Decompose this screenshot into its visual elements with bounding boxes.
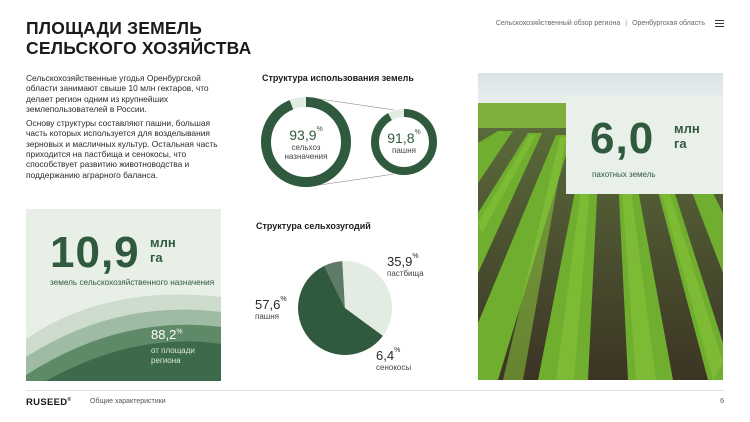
intro-paragraph-2: Основу структуры составляют пашни, большая часть которых используется для возделывания зерновых и масличных культур. Остальная часть приходится на пастбища и сенокосы, что способствует развитию животноводства и поддержанию аграрного баланса.	[26, 118, 218, 180]
land-area-unit-line2: га	[150, 250, 163, 265]
page-title-line2: СЕЛЬСКОГО ХОЗЯЙСТВА	[26, 38, 252, 58]
land-area-description: земель сельскохозяйственного назначения	[50, 278, 215, 287]
logo-mark: ®	[67, 397, 72, 403]
hamburger-menu-icon[interactable]	[715, 20, 724, 27]
land-share-description: от площади региона	[151, 346, 195, 365]
pie-label-hayfields: 6,4% сенокосы	[376, 347, 412, 372]
breadcrumb	[496, 20, 724, 27]
intro-text	[26, 73, 231, 184]
arable-land-number: 6,0	[590, 114, 655, 163]
donut1-percent: 93,9%	[289, 126, 323, 143]
arable-land-unit-line2: га	[674, 136, 687, 151]
breadcrumb-region[interactable]: Оренбургская область	[632, 20, 705, 27]
arable-land-unit	[674, 121, 700, 151]
land-area-unit-line1: млн	[150, 235, 176, 250]
footer-divider	[26, 390, 724, 391]
donut1-caption-line1: сельхоз	[291, 143, 321, 152]
land-area-card	[26, 209, 221, 381]
footer-section-name: Общие характеристики	[90, 398, 166, 405]
breadcrumb-separator: |	[625, 20, 628, 27]
donut1-label	[276, 127, 336, 161]
page-title	[26, 18, 251, 58]
farmland-pie	[295, 258, 395, 358]
land-share-sign: %	[176, 328, 183, 336]
land-use-title: Структура использования земель	[262, 73, 414, 83]
pie-label-arable: 57,6% пашня	[255, 296, 287, 321]
logo-text: RUSEED	[26, 397, 68, 409]
breadcrumb-section[interactable]: Сельскохозяйственный обзор региона	[495, 20, 621, 27]
ruseed-logo[interactable]	[26, 397, 71, 408]
page-number: 6	[720, 398, 724, 405]
donut1-caption-line2: назначения	[284, 152, 328, 161]
land-area-unit	[150, 235, 190, 265]
pie-label-pastures: 35,9% пастбища	[387, 253, 424, 278]
land-share-value: 88,2	[151, 327, 177, 342]
land-share-percent	[151, 327, 183, 342]
farmland-title: Структура сельхозугодий	[256, 221, 371, 231]
donut2-caption: пашня	[392, 146, 416, 155]
arable-land-unit-line1: млн	[674, 121, 700, 136]
intro-paragraph-1: Сельскохозяйственные угодья Оренбургской области занимают свыше 10 млн гектаров, что делает регион одним из крупнейших землепользователей в России.	[26, 73, 209, 114]
donut2-label	[374, 130, 434, 155]
arable-land-card	[566, 96, 723, 194]
page-title-line1: ПЛОЩАДИ ЗЕМЕЛЬ	[26, 18, 203, 38]
donut2-percent: 91,8%	[387, 129, 421, 146]
land-area-number: 10,9	[50, 228, 140, 277]
arable-land-description: пахотных земель	[592, 170, 656, 179]
